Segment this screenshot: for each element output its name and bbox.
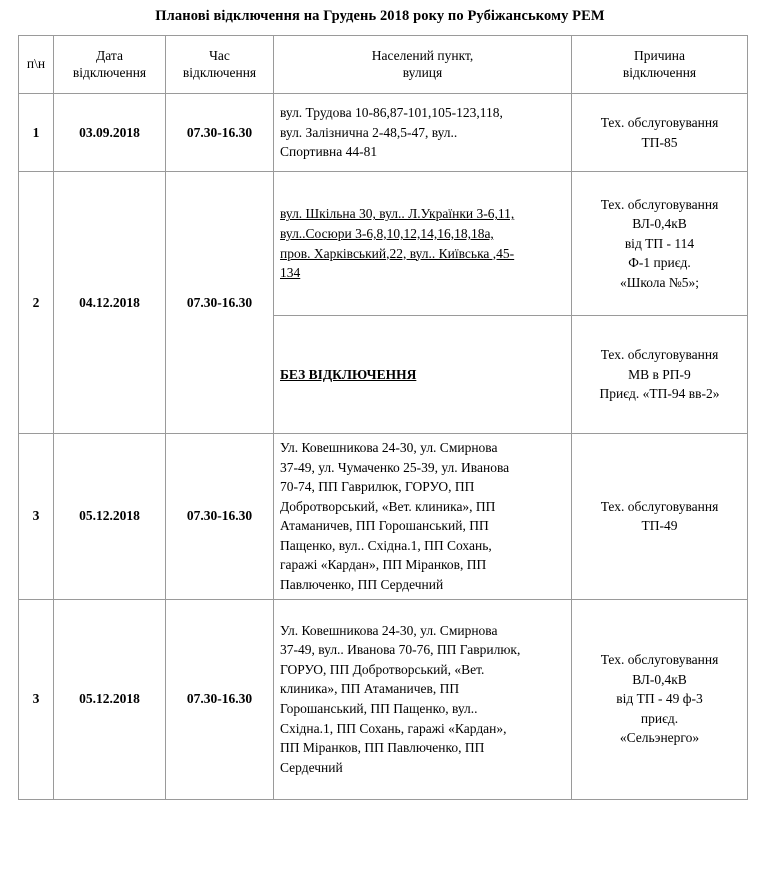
place-line: Східна.1, ПП Сохань, гаражі «Кардан», (280, 720, 507, 736)
place-line: вул..Сосюри 3-6,8,10,12,14,16,18,18а, (280, 225, 494, 241)
column-header-time (166, 36, 274, 94)
column-header-time-line2: відключення (182, 64, 257, 80)
table-row (19, 434, 748, 600)
cell-number: 3 (19, 434, 54, 600)
place-line: 134 (280, 265, 301, 281)
column-header-reason-line2: відключення (622, 64, 697, 80)
cell-number: 3 (19, 599, 54, 799)
place-line: Пащенко, вул.. Східна.1, ПП Сохань, (280, 537, 492, 553)
cell-date: 03.09.2018 (54, 94, 166, 172)
place-line: 37-49, вул.. Иванова 70-76, ПП Гаврилюк, (280, 642, 521, 658)
place-line: Сердечний (280, 759, 343, 775)
cell-number: 1 (19, 94, 54, 172)
column-header-place-line2: вулиця (402, 64, 443, 80)
cell-reason (572, 172, 748, 316)
cell-place (274, 316, 572, 434)
cell-place (274, 434, 572, 600)
reason-line: «Школа №5»; (619, 274, 700, 290)
place-line: вул. Шкільна 30, вул.. Л.Українки 3-6,11, (280, 206, 515, 222)
cell-reason (572, 316, 748, 434)
place-line: Добротворський, «Вет. клиника», ПП (280, 498, 496, 514)
reason-line: ТП-49 (641, 518, 678, 534)
column-header-reason-line1: Причина (634, 47, 685, 63)
cell-place (274, 172, 572, 316)
place-line: Павлюченко, ПП Сердечний (280, 576, 444, 592)
reason-line: МВ в РП-9 (628, 366, 691, 382)
place-line: клиника», ПП Атаманичев, ПП (280, 681, 460, 697)
place-line: Спортивна 44-81 (280, 144, 378, 160)
place-line: гаражі «Кардан», ПП Міранков, ПП (280, 557, 487, 573)
cell-date: 05.12.2018 (54, 434, 166, 600)
cell-time: 07.30-16.30 (166, 94, 274, 172)
reason-line: Тех. обслуговування (600, 114, 719, 130)
table-body (19, 94, 748, 800)
place-line: ПП Міранков, ПП Павлюченко, ПП (280, 740, 485, 756)
reason-line: Ф-1 приєд. (628, 255, 691, 271)
reason-line: ТП-85 (641, 134, 678, 150)
table-header (19, 36, 748, 94)
column-header-number-label: п\н (26, 56, 46, 72)
cell-place (274, 599, 572, 799)
cell-reason (572, 599, 748, 799)
cell-time: 07.30-16.30 (166, 172, 274, 434)
place-line: Ул. Ковешникова 24-30, ул. Смирнова (280, 622, 498, 638)
reason-line: Тех. обслуговування (600, 196, 719, 212)
cell-reason (572, 434, 748, 600)
table-row (19, 599, 748, 799)
reason-line: «Сельэнерго» (619, 730, 700, 746)
column-header-date (54, 36, 166, 94)
cell-place (274, 94, 572, 172)
cell-date: 05.12.2018 (54, 599, 166, 799)
column-header-date-line2: відключення (72, 64, 147, 80)
place-line: Горошанський, ПП Пащенко, вул.. (280, 701, 478, 716)
reason-line: Тех. обслуговування (600, 347, 719, 363)
table-row (19, 94, 748, 172)
place-line: Атаманичев, ПП Горошанський, ПП (280, 518, 489, 534)
reason-line: приєд. (640, 710, 679, 726)
column-header-reason (572, 36, 748, 94)
reason-line: Тех. обслуговування (600, 498, 719, 514)
place-line: 37-49, ул. Чумаченко 25-39, ул. Иванова (280, 459, 510, 475)
table-row (19, 172, 748, 316)
reason-line: Приєд. «ТП-94 вв-2» (599, 386, 720, 402)
place-line: Ул. Ковешникова 24-30, ул. Смирнова (280, 440, 498, 455)
cell-number: 2 (19, 172, 54, 434)
column-header-time-line1: Час (209, 47, 230, 63)
reason-line: ВЛ-0,4кВ (632, 671, 687, 687)
column-header-date-line1: Дата (96, 47, 123, 63)
reason-line: від ТП - 114 (624, 235, 695, 251)
cell-reason (572, 94, 748, 172)
place-line: ГОРУО, ПП Добротворський, «Вет. (280, 661, 485, 677)
column-header-place (274, 36, 572, 94)
reason-line: від ТП - 49 ф-3 (616, 691, 703, 707)
cell-time: 07.30-16.30 (166, 599, 274, 799)
column-header-place-line1: Населений пункт, (371, 47, 474, 63)
reason-line: ВЛ-0,4кВ (632, 216, 687, 232)
cell-time: 07.30-16.30 (166, 434, 274, 600)
column-header-number (19, 36, 54, 94)
place-line: 70-74, ПП Гаврилюк, ГОРУО, ПП (280, 479, 475, 495)
place-line: вул. Трудова 10-86,87-101,105-123,118, (280, 105, 503, 121)
reason-line: Тех. обслуговування (600, 652, 719, 668)
place-line: вул. Залізнична 2-48,5-47, вул.. (280, 124, 458, 140)
planned-outages-table (18, 35, 748, 800)
page-title: Планові відключення на Грудень 2018 року по Рубіжанському РЕМ (155, 8, 605, 24)
place-line: пров. Харківський,22, вул.. Київська ,45- (280, 245, 515, 261)
cell-date: 04.12.2018 (54, 172, 166, 434)
place-line: БЕЗ ВІДКЛЮЧЕННЯ (280, 366, 417, 382)
table-header-row (19, 36, 748, 94)
